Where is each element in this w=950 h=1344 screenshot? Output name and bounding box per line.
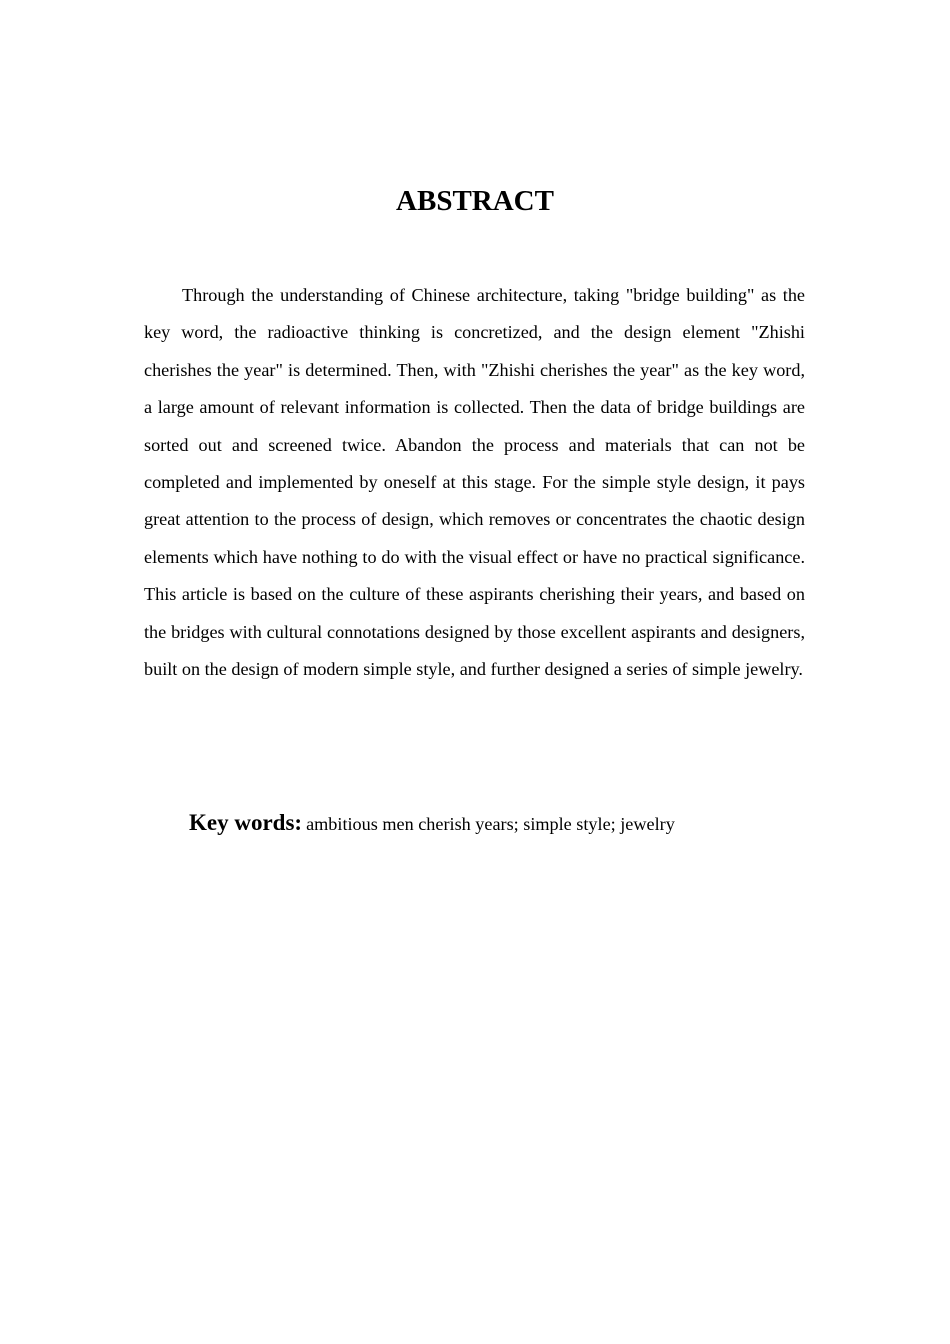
abstract-paragraph: Through the understanding of Chinese architecture, taking "bridge building" as the key word, the radioactive thinking is concretized, and the design element "Zhishi cherishes the year" is determined. Then, with "Zhishi cherishes the year" as the key word, a large amount of relevant information is collected. Then the data of bridge buildings are sorted out and screened twice. Abandon the process and materials that can not be completed and implemented by oneself at this stage. For the simple style design, it pays great attention to the process of design, which removes or concentrates the chaotic design elements which have nothing to do with the visual effect or have no practical significance. This article is based on the culture of these aspirants cherishing their years, and based on the bridges with cultural connotations designed by those excellent aspirants and designers, built on the design of modern simple style, and further designed a series of simple jewelry. <box>144 285 805 680</box>
keywords-line <box>189 805 889 844</box>
keywords-label: Key words: <box>189 810 303 835</box>
page-title: ABSTRACT <box>396 185 554 217</box>
keywords-text: ambitious men cherish years; simple style; jewelry <box>306 814 675 834</box>
